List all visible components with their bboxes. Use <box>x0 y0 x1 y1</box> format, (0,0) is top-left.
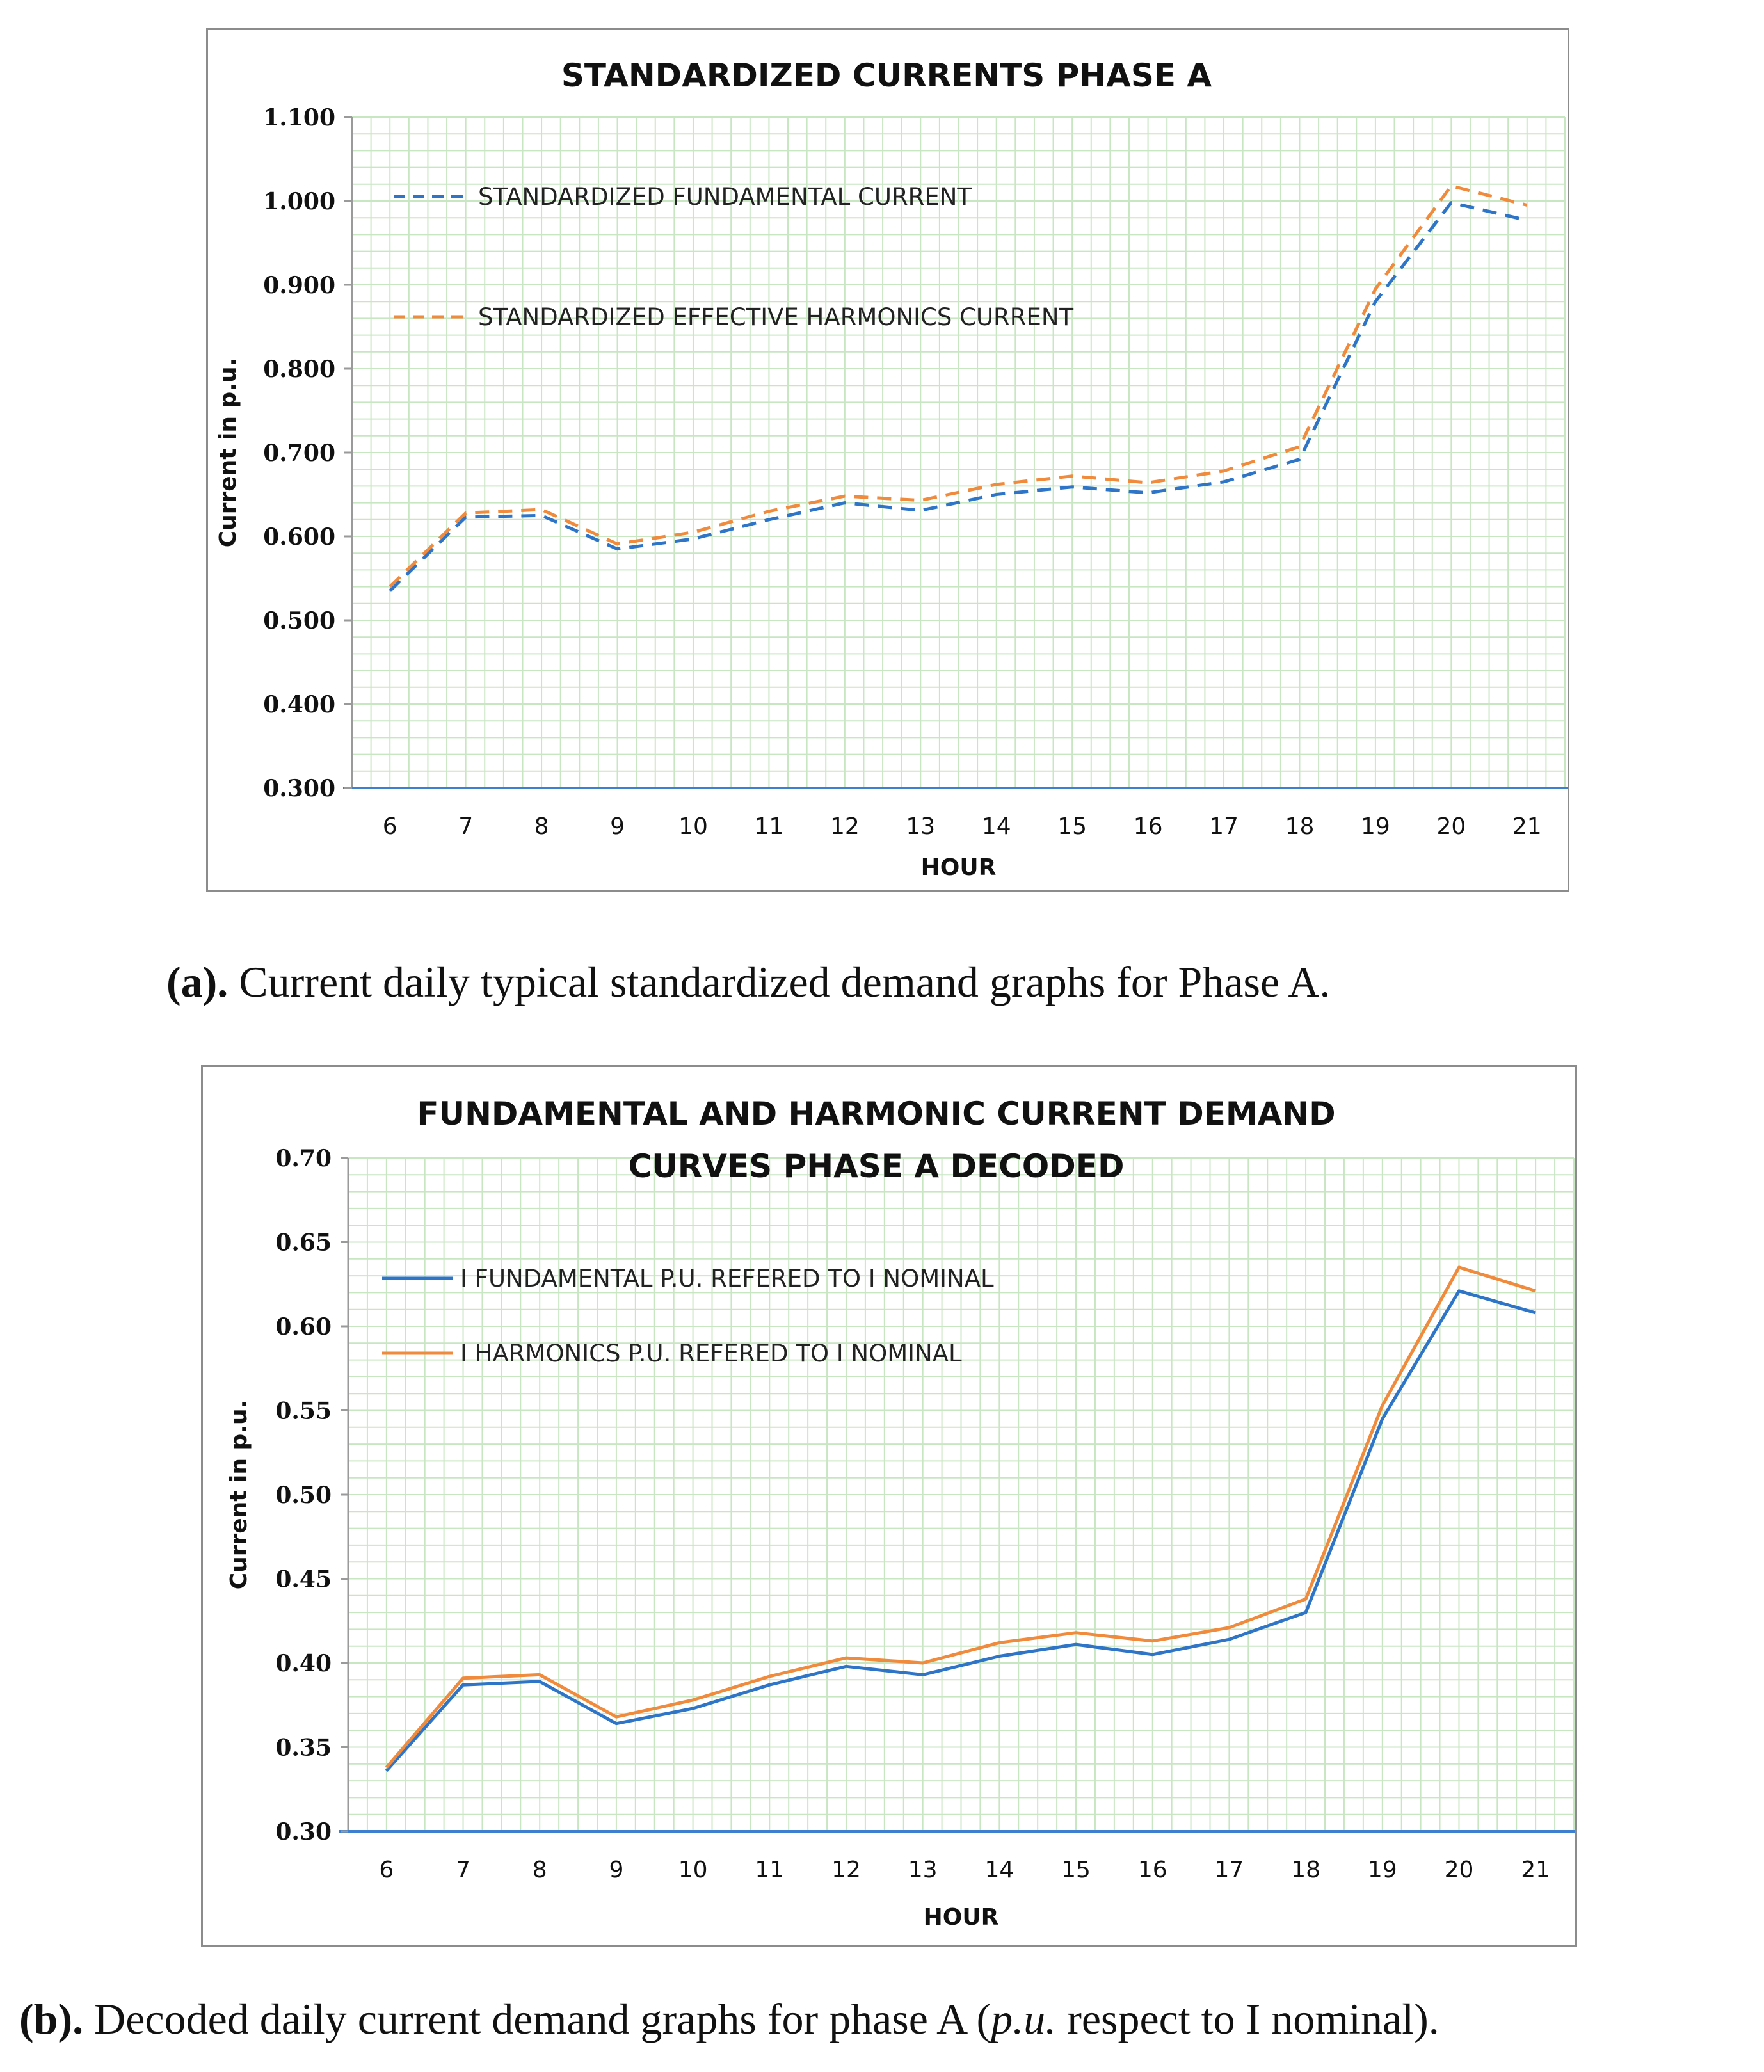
chart-1-grid <box>348 1158 1574 1831</box>
chart-0-y-tick-label: 0.800 <box>263 356 335 383</box>
chart-0-x-tick-label: 17 <box>1209 814 1239 840</box>
chart-0-legend-label-0: STANDARDIZED FUNDAMENTAL CURRENT <box>478 183 972 211</box>
chart-0-x-tick-label: 8 <box>534 814 549 840</box>
chart-0-y-tick-label: 0.300 <box>263 775 335 802</box>
chart-a-panel <box>206 28 1569 892</box>
chart-1-y-tick-label: 0.45 <box>275 1566 332 1593</box>
chart-0-legend-label-1: STANDARDIZED EFFECTIVE HARMONICS CURRENT <box>478 303 1074 331</box>
chart-1-legend-label-1: I HARMONICS P.U. REFERED TO I NOMINAL <box>460 1340 962 1367</box>
chart-1-x-tick-label: 19 <box>1367 1857 1397 1883</box>
chart-a <box>208 30 1568 890</box>
chart-0-x-tick-label: 7 <box>458 814 474 840</box>
chart-0-x-tick-label: 12 <box>830 814 860 840</box>
caption-b-text-1: Decoded daily current demand graphs for phase A ( <box>83 1995 991 2043</box>
chart-0-y-tick-label: 0.600 <box>263 524 335 550</box>
chart-0-x-tick-label: 19 <box>1361 814 1390 840</box>
caption-b-label: (b). <box>19 1995 84 2043</box>
caption-b-italic: p.u. <box>991 1995 1057 2043</box>
chart-0-x-tick-label: 10 <box>678 814 708 840</box>
chart-1-y-tick-label: 0.30 <box>275 1819 332 1845</box>
chart-1-x-tick-label: 6 <box>379 1857 394 1883</box>
chart-1-x-tick-label: 10 <box>678 1857 708 1883</box>
caption-a-label: (a). <box>166 958 229 1006</box>
chart-0-x-tick-label: 16 <box>1133 814 1163 840</box>
chart-1-y-tick-label: 0.60 <box>275 1313 332 1340</box>
chart-0-y-tick-label: 0.700 <box>263 440 335 467</box>
chart-0-x-axis-label: HOUR <box>920 855 997 881</box>
chart-0-x-tick-label: 6 <box>382 814 397 840</box>
chart-1-x-tick-label: 9 <box>609 1857 624 1883</box>
chart-1-y-tick-label: 0.65 <box>275 1229 332 1257</box>
chart-0-x-tick-label: 13 <box>906 814 936 840</box>
chart-0-y-tick-label: 1.000 <box>263 188 335 215</box>
chart-0-y-tick-label: 1.100 <box>263 104 335 131</box>
chart-1-x-axis-label: HOUR <box>923 1904 999 1931</box>
caption-b-text-2: respect to I nominal). <box>1056 1995 1439 2043</box>
chart-0-x-tick-label: 11 <box>754 814 784 840</box>
chart-1-y-tick-label: 0.55 <box>275 1397 332 1425</box>
chart-1-y-axis-label: Current in p.u. <box>226 1399 252 1590</box>
chart-1-y-tick-label: 0.70 <box>275 1145 332 1172</box>
chart-1-x-tick-label: 18 <box>1291 1857 1320 1883</box>
chart-1-x-tick-label: 14 <box>984 1857 1014 1883</box>
chart-b-panel <box>201 1065 1577 1947</box>
chart-1-x-tick-label: 11 <box>755 1857 785 1883</box>
chart-1-x-tick-label: 12 <box>831 1857 861 1883</box>
caption-b <box>19 1994 1439 2044</box>
chart-0-y-axis-label: Current in p.u. <box>215 357 241 548</box>
chart-1-subtitle: CURVES PHASE A DECODED <box>628 1148 1125 1185</box>
chart-0-x-tick-label: 9 <box>610 814 625 840</box>
chart-1-legend-label-0: I FUNDAMENTAL P.U. REFERED TO I NOMINAL <box>460 1265 994 1292</box>
chart-1-x-tick-label: 21 <box>1521 1857 1551 1883</box>
chart-0-y-tick-label: 0.500 <box>263 607 335 634</box>
chart-b <box>203 1067 1575 1945</box>
chart-0-title: STANDARDIZED CURRENTS PHASE A <box>561 57 1212 94</box>
chart-1-y-tick-label: 0.40 <box>275 1650 332 1677</box>
chart-0-x-tick-label: 21 <box>1512 814 1542 840</box>
chart-1-x-tick-label: 20 <box>1444 1857 1474 1883</box>
caption-a-text: Current daily typical standardized demand graphs for Phase A. <box>228 958 1331 1006</box>
chart-0-x-tick-label: 18 <box>1285 814 1315 840</box>
chart-0-y-tick-label: 0.400 <box>263 691 335 718</box>
chart-1-x-tick-label: 7 <box>456 1857 470 1883</box>
chart-0-grid <box>352 117 1565 788</box>
chart-0-x-tick-label: 15 <box>1057 814 1087 840</box>
chart-1-x-tick-label: 16 <box>1137 1857 1167 1883</box>
chart-0-x-tick-label: 20 <box>1436 814 1466 840</box>
chart-1-y-tick-label: 0.35 <box>275 1734 332 1762</box>
chart-1-x-tick-label: 17 <box>1214 1857 1244 1883</box>
chart-1-y-tick-label: 0.50 <box>275 1482 332 1509</box>
chart-0-y-tick-label: 0.900 <box>263 272 335 299</box>
caption-a <box>166 957 1330 1008</box>
chart-1-x-tick-label: 8 <box>532 1857 547 1883</box>
chart-0-x-tick-label: 14 <box>981 814 1011 840</box>
chart-1-x-tick-label: 13 <box>908 1857 938 1883</box>
chart-1-x-tick-label: 15 <box>1061 1857 1091 1883</box>
chart-1-title: FUNDAMENTAL AND HARMONIC CURRENT DEMAND <box>417 1095 1336 1132</box>
